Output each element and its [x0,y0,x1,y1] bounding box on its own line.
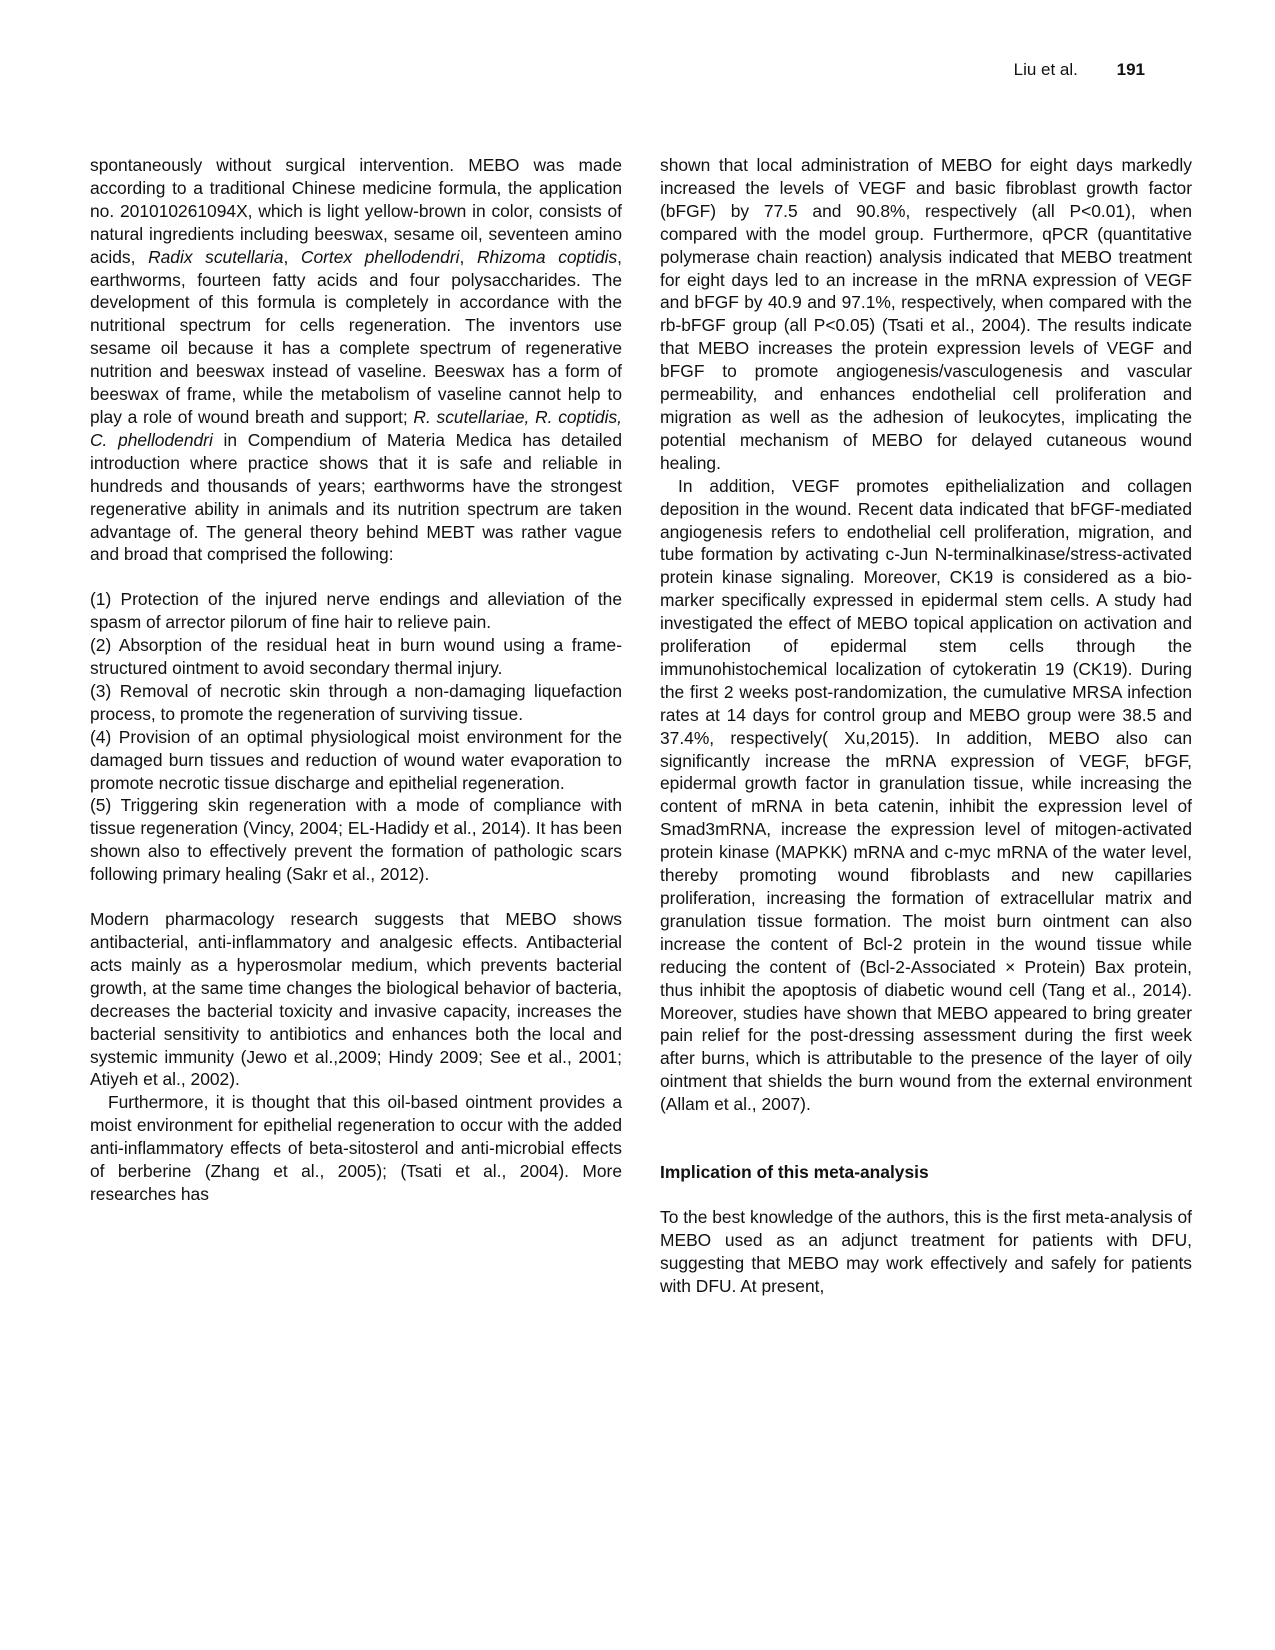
list-item: (1) Protection of the injured nerve endings and alleviation of the spasm of arrector pilorum of fine hair to relieve pain. [90,589,622,633]
right-column [660,154,1192,1298]
list-item: (2) Absorption of the residual heat in burn wound using a frame-structured ointment to avoid secondary thermal injury. [90,635,622,679]
paragraph-oil-based: Furthermore, it is thought that this oil-based ointment provides a moist environment for epithelial regeneration to occur with the added anti-inflammatory effects of beta-sitosterol and anti-microbial effects of berberine (Zhang et al., 2005); (Tsati et al., 2004). More researches has [90,1092,622,1204]
running-header-author: Liu et al. [1013,60,1078,79]
list-item: (4) Provision of an optimal physiological moist environment for the damaged burn tissues and reduction of wound water evaporation to promote necrotic tissue discharge and epithelial regeneration. [90,726,622,793]
list-item: (3) Removal of necrotic skin through a non-damaging liquefaction process, to promote the regeneration of surviving tissue. [90,680,622,724]
italic-herb-names: R. scutellariae, R. coptidis, C. phellodendri [90,406,622,450]
paragraph-text: , earthworms, fourteen fatty acids and four polysaccharides. The development of this formula is completely in accordance with the nutritional spectrum for cells regeneration. The inventors use sesame oil because it has a complete spectrum of regenerative nutrition and beeswax instead of vaseline. Beeswax has a form of beeswax of frame, while the metabolism of vaseline cannot help to play a role of wound breath and support; [90,246,623,427]
italic-herb-name: Radix scutellaria [148,246,284,267]
paragraph-pharmacology: Modern pharmacology research suggests that MEBO shows antibacterial, anti-inflammatory and analgesic effects. Antibacterial acts mainly as a hyperosmolar medium, which prevents bacterial growth, at the same time changes the biological behavior of bacteria, decreases the bacterial toxicity and invasive capacity, increases the bacterial sensitivity to antibiotics and enhances both the local and systemic immunity (Jewo et al.,2009; Hindy 2009; See et al., 2001; Atiyeh et al., 2002). [90,909,622,1090]
paragraph-text: spontaneously without surgical intervention. MEBO was made according to a traditional Chinese medicine formula, the application no. 201010261094X, which is light yellow-brown in color, consists of natural ingredients including beeswax, sesame oil, seventeen amino acids, [90,155,622,267]
separator-text: , [283,246,301,267]
paragraph-implication: To the best knowledge of the authors, this is the first meta-analysis of MEBO used as an adjunct treatment for patients with DFU, suggesting that MEBO may work effectively and safely for patients with DFU. At present, [660,1206,1192,1296]
paragraph-vegf-bfgf: shown that local administration of MEBO for eight days markedly increased the levels of VEGF and basic fibroblast growth factor (bFGF) by 77.5 and 90.8%, respectively (all P<0.01), when compared with the model group. Furthermore, qPCR (quantitative polymerase chain reaction) analysis indicated that MEBO treatment for eight days led to an increase in the mRNA expression of VEGF and bFGF by 40.9 and 97.1%, respectively, when compared with the rb-bFGF group (all P<0.05) (Tsati et al., 2004). The results indicate that MEBO increases the protein expression levels of VEGF and bFGF to promote angiogenesis/vasculogenesis and vascular permeability, and enhances endothelial cell proliferation and migration as well as the adhesion of leukocytes, implicating the potential mechanism of MEBO for delayed cutaneous wound healing. [660,155,1192,473]
section-heading: Implication of this meta-analysis [660,1162,929,1183]
paragraph-text: in Compendium of Materia Medica has detailed introduction where practice shows that it is safe and reliable in hundreds and thousands of years; earthworms have the strongest regenerative ability in animals and its nutrition spectrum are taken advantage of. The general theory behind MEBT was rather vague and broad that comprised the following: [90,429,623,565]
italic-herb-name: Rhizoma coptidis [476,246,618,267]
left-column [90,154,622,1206]
running-header [1014,60,1145,80]
page-number: 191 [1116,60,1145,79]
paragraph-epithelialization: In addition, VEGF promotes epithelialization and collagen deposition in the wound. Recent data indicated that bFGF-mediated angiogenesis refers to endothelial cell proliferation, migration, and tube formation by activating c-Jun N-terminalkinase/stress-activated protein kinase signaling. Moreover, CK19 is considered as a bio-marker specifically expressed in epidermal stem cells. A study had investigated the effect of MEBO topical application on activation and proliferation of epidermal stem cells through the immunohistochemical localization of cytokeratin 19 (CK19). During the first 2 weeks post-randomization, the cumulative MRSA infection rates at 14 days for control group and MEBO group were 38.5 and 37.4%, respectively( Xu,2015). In addition, MEBO also can significantly increase the mRNA expression of VEGF, bFGF, epidermal growth factor in granulation tissue, while increasing the content of mRNA in beta catenin, inhibit the expression level of Smad3mRNA, increase the expression level of mitogen-activated protein kinase (MAPKK) mRNA and c-myc mRNA of the water level, thereby promoting wound fibroblasts and new capillaries proliferation, increasing the formation of extracellular matrix and granulation tissue formation. The moist burn ointment can also increase the content of Bcl-2 protein in the wound tissue while reducing the content of (Bcl-2-Associated × Protein) Bax protein, thus inhibit the apoptosis of diabetic wound cell (Tang et al., 2014). Moreover, studies have shown that MEBO appeared to bring greater pain relief for the post-dressing assessment during the first week after burns, which is attributable to the presence of the layer of oily ointment that shields the burn wound from the external environment (Allam et al., 2007). [660,475,1192,1115]
separator-text: , [459,246,477,267]
paragraph-formula [90,154,622,566]
italic-herb-name: Cortex phellodendri [300,246,460,267]
list-item: (5) Triggering skin regeneration with a mode of compliance with tissue regeneration (Vincy, 2004; EL-Hadidy et al., 2014). It has been shown also to effectively prevent the formation of pathologic scars following primary healing (Sakr et al., 2012). [90,795,622,885]
